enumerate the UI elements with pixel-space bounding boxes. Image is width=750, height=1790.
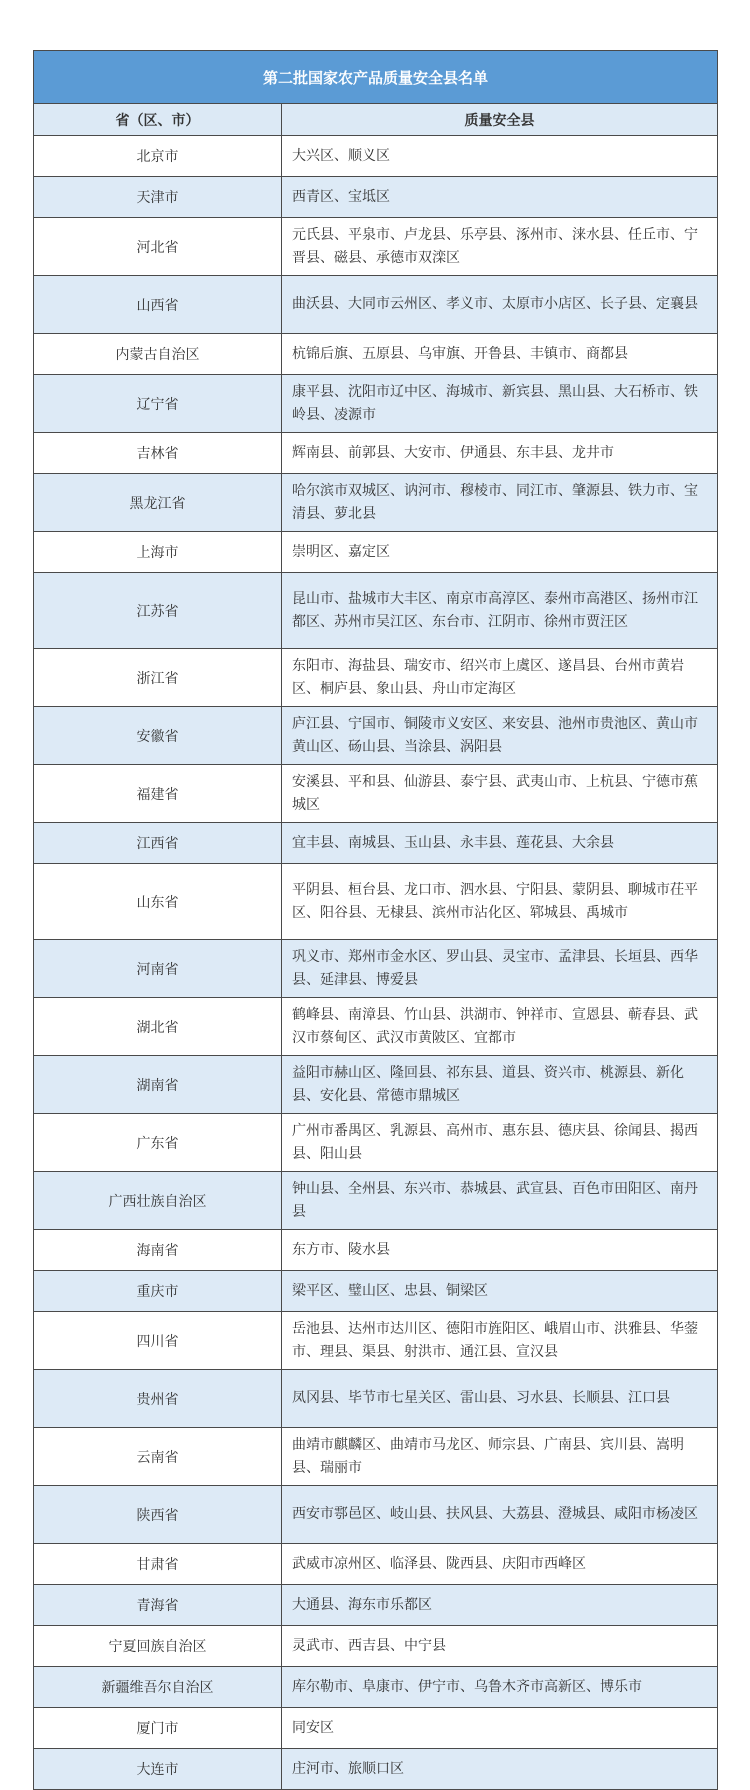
province-cell: 上海市 [34, 532, 282, 573]
counties-cell: 西青区、宝坻区 [282, 177, 718, 218]
table-row [34, 136, 718, 177]
province-cell: 浙江省 [34, 649, 282, 707]
table-row [34, 1585, 718, 1626]
counties-cell: 益阳市赫山区、隆回县、祁东县、道县、资兴市、桃源县、新化县、安化县、常德市鼎城区 [282, 1056, 718, 1114]
province-cell: 北京市 [34, 136, 282, 177]
table-row [34, 765, 718, 823]
province-cell: 山东省 [34, 864, 282, 940]
province-cell: 安徽省 [34, 707, 282, 765]
counties-cell: 巩义市、郑州市金水区、罗山县、灵宝市、孟津县、长垣县、西华县、延津县、博爱县 [282, 940, 718, 998]
table-row [34, 433, 718, 474]
province-cell: 宁夏回族自治区 [34, 1626, 282, 1667]
table-row [34, 1370, 718, 1428]
province-cell: 大连市 [34, 1749, 282, 1790]
table-row [34, 474, 718, 532]
table-row [34, 1312, 718, 1370]
province-cell: 青海省 [34, 1585, 282, 1626]
counties-cell: 大兴区、顺义区 [282, 136, 718, 177]
table-row [34, 1708, 718, 1749]
table-row [34, 532, 718, 573]
counties-cell: 西安市鄠邑区、岐山县、扶风县、大荔县、澄城县、咸阳市杨凌区 [282, 1486, 718, 1544]
province-cell: 海南省 [34, 1230, 282, 1271]
table-row [34, 276, 718, 334]
counties-cell: 凤冈县、毕节市七星关区、雷山县、习水县、长顺县、江口县 [282, 1370, 718, 1428]
counties-cell: 东方市、陵水县 [282, 1230, 718, 1271]
province-cell: 新疆维吾尔自治区 [34, 1667, 282, 1708]
counties-cell: 岳池县、达州市达川区、德阳市旌阳区、峨眉山市、洪雅县、华蓥市、理县、渠县、射洪市、通江县、宣汉县 [282, 1312, 718, 1370]
table-header-row [34, 104, 718, 136]
province-cell: 湖南省 [34, 1056, 282, 1114]
counties-cell: 宜丰县、南城县、玉山县、永丰县、莲花县、大余县 [282, 823, 718, 864]
county-list-table [33, 50, 718, 1790]
counties-cell: 钟山县、全州县、东兴市、恭城县、武宣县、百色市田阳区、南丹县 [282, 1172, 718, 1230]
table-row [34, 1667, 718, 1708]
province-cell: 河北省 [34, 218, 282, 276]
table-row [34, 1230, 718, 1271]
table-row [34, 573, 718, 649]
table-row [34, 334, 718, 375]
province-cell: 重庆市 [34, 1271, 282, 1312]
table-row [34, 940, 718, 998]
counties-cell: 安溪县、平和县、仙游县、泰宁县、武夷山市、上杭县、宁德市蕉城区 [282, 765, 718, 823]
county-list-table-wrapper [33, 50, 718, 1790]
province-cell: 贵州省 [34, 1370, 282, 1428]
table-row [34, 864, 718, 940]
table-row [34, 1428, 718, 1486]
province-cell: 湖北省 [34, 998, 282, 1056]
counties-cell: 哈尔滨市双城区、讷河市、穆棱市、同江市、肇源县、铁力市、宝清县、萝北县 [282, 474, 718, 532]
province-cell: 河南省 [34, 940, 282, 998]
counties-cell: 杭锦后旗、五原县、乌审旗、开鲁县、丰镇市、商都县 [282, 334, 718, 375]
province-cell: 福建省 [34, 765, 282, 823]
province-cell: 广东省 [34, 1114, 282, 1172]
table-row [34, 998, 718, 1056]
counties-cell: 辉南县、前郭县、大安市、伊通县、东丰县、龙井市 [282, 433, 718, 474]
counties-cell: 梁平区、璧山区、忠县、铜梁区 [282, 1271, 718, 1312]
header-counties: 质量安全县 [282, 104, 718, 136]
counties-cell: 大通县、海东市乐都区 [282, 1585, 718, 1626]
counties-cell: 武威市凉州区、临泽县、陇西县、庆阳市西峰区 [282, 1544, 718, 1585]
table-row [34, 1486, 718, 1544]
counties-cell: 康平县、沈阳市辽中区、海城市、新宾县、黑山县、大石桥市、铁岭县、凌源市 [282, 375, 718, 433]
province-cell: 吉林省 [34, 433, 282, 474]
counties-cell: 灵武市、西吉县、中宁县 [282, 1626, 718, 1667]
table-row [34, 1544, 718, 1585]
counties-cell: 元氏县、平泉市、卢龙县、乐亭县、涿州市、涞水县、任丘市、宁晋县、磁县、承德市双滦区 [282, 218, 718, 276]
province-cell: 江苏省 [34, 573, 282, 649]
table-row [34, 218, 718, 276]
counties-cell: 广州市番禺区、乳源县、高州市、惠东县、德庆县、徐闻县、揭西县、阳山县 [282, 1114, 718, 1172]
province-cell: 厦门市 [34, 1708, 282, 1749]
counties-cell: 鹤峰县、南漳县、竹山县、洪湖市、钟祥市、宣恩县、蕲春县、武汉市蔡甸区、武汉市黄陂区、宜都市 [282, 998, 718, 1056]
table-row [34, 1172, 718, 1230]
province-cell: 云南省 [34, 1428, 282, 1486]
counties-cell: 庐江县、宁国市、铜陵市义安区、来安县、池州市贵池区、黄山市黄山区、砀山县、当涂县、涡阳县 [282, 707, 718, 765]
counties-cell: 库尔勒市、阜康市、伊宁市、乌鲁木齐市高新区、博乐市 [282, 1667, 718, 1708]
table-title: 第二批国家农产品质量安全县名单 [34, 51, 718, 104]
table-row [34, 1114, 718, 1172]
counties-cell: 曲靖市麒麟区、曲靖市马龙区、师宗县、广南县、宾川县、嵩明县、瑞丽市 [282, 1428, 718, 1486]
province-cell: 陕西省 [34, 1486, 282, 1544]
province-cell: 江西省 [34, 823, 282, 864]
province-cell: 甘肃省 [34, 1544, 282, 1585]
counties-cell: 庄河市、旅顺口区 [282, 1749, 718, 1790]
table-row [34, 1626, 718, 1667]
counties-cell: 曲沃县、大同市云州区、孝义市、太原市小店区、长子县、定襄县 [282, 276, 718, 334]
province-cell: 内蒙古自治区 [34, 334, 282, 375]
table-row [34, 1271, 718, 1312]
header-province: 省（区、市） [34, 104, 282, 136]
province-cell: 四川省 [34, 1312, 282, 1370]
province-cell: 辽宁省 [34, 375, 282, 433]
table-row [34, 1749, 718, 1790]
table-row [34, 1056, 718, 1114]
counties-cell: 同安区 [282, 1708, 718, 1749]
counties-cell: 平阴县、桓台县、龙口市、泗水县、宁阳县、蒙阴县、聊城市茌平区、阳谷县、无棣县、滨州市沾化区、郓城县、禹城市 [282, 864, 718, 940]
counties-cell: 崇明区、嘉定区 [282, 532, 718, 573]
province-cell: 天津市 [34, 177, 282, 218]
table-row [34, 375, 718, 433]
table-row [34, 823, 718, 864]
province-cell: 广西壮族自治区 [34, 1172, 282, 1230]
province-cell: 山西省 [34, 276, 282, 334]
table-row [34, 649, 718, 707]
table-row [34, 707, 718, 765]
table-title-row [34, 51, 718, 104]
table-row [34, 177, 718, 218]
province-cell: 黑龙江省 [34, 474, 282, 532]
counties-cell: 东阳市、海盐县、瑞安市、绍兴市上虞区、遂昌县、台州市黄岩区、桐庐县、象山县、舟山市定海区 [282, 649, 718, 707]
counties-cell: 昆山市、盐城市大丰区、南京市高淳区、泰州市高港区、扬州市江都区、苏州市吴江区、东台市、江阴市、徐州市贾汪区 [282, 573, 718, 649]
